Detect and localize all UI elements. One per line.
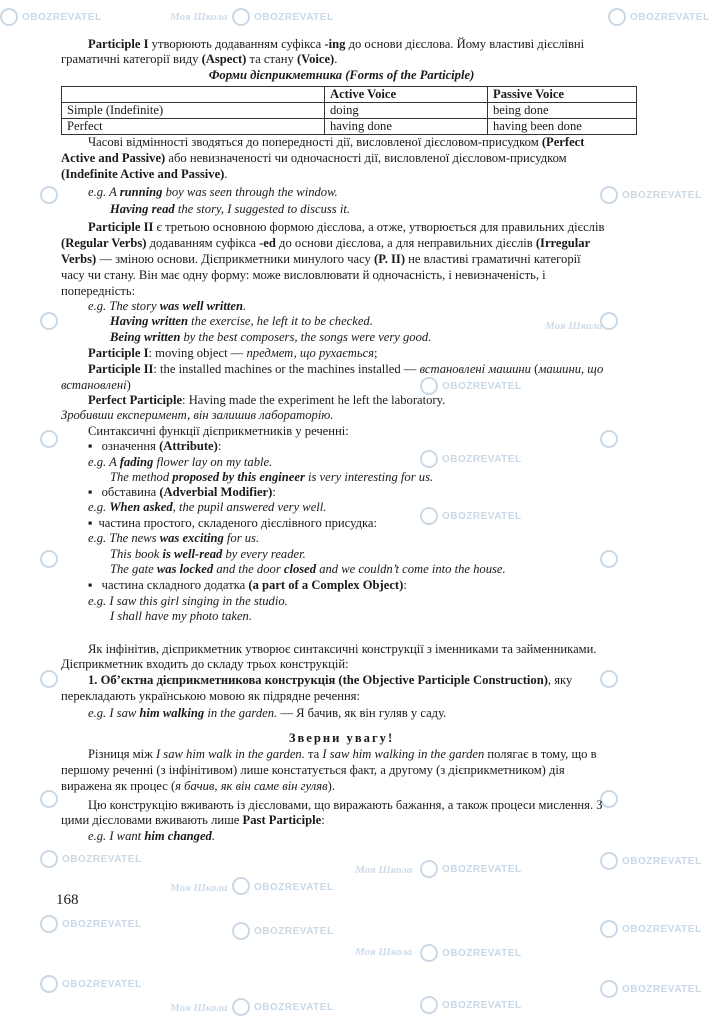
text: e.g. The story [88,299,160,313]
functions-intro: Синтаксичні функції дієприкметників у реченні: [88,424,349,438]
table-cell: having been done [488,119,637,135]
term: (Regular Verbs) [61,236,147,250]
text: утворюють додаванням суфікса [148,37,325,51]
highlight: Having written [110,314,189,328]
watermark-logo-icon [40,186,58,204]
example-line [88,530,259,546]
text: and we couldn’t come into the house. [316,562,506,576]
watermark-brand: OBOZREVATEL [442,381,522,392]
para2-line2 [61,150,567,166]
text: , the pupil answered very well. [172,500,327,514]
text: до основи дієслова, а для неправильних дієслів [275,236,536,250]
example-line: e.g. I saw this girl singing in the studio. [88,594,288,608]
para1-line2 [61,51,337,67]
text: , яку [547,673,573,687]
translation: встановлені машини [419,362,531,376]
text: : [403,578,407,592]
function-predicate: ▪ частина простого, складеного дієслівного присудка: [88,515,377,531]
term: Perfect Participle [88,393,183,407]
watermark-brand: OBOZREVATEL [254,926,334,937]
text: This book [110,547,163,561]
highlight: proposed by this engineer [172,470,305,484]
term: (Perfect [541,135,585,149]
watermark-brand: OBOZREVATEL [62,979,142,990]
text: . [224,167,228,181]
watermark-brand: OBOZREVATEL [622,190,702,201]
watermark-logo-icon [600,920,618,938]
text: e.g. I saw [88,706,140,720]
term: Participle II [88,220,154,234]
watermark-brand: OBOZREVATEL [442,948,522,959]
watermark-brand: OBOZREVATEL [442,454,522,465]
watermark-brand: OBOZREVATEL [254,882,334,893]
translation: я бачив, як він саме він гуляв [175,779,328,793]
highlight: him walking [139,706,205,720]
highlight: Being written [110,330,181,344]
text: та стану [246,52,297,66]
watermark-brand: OBOZREVATEL [442,1000,522,1011]
notice-title: Зверни увагу! [288,731,395,745]
example-line [88,298,246,314]
text: додаванням суфікса [146,236,260,250]
function-complex-object [88,577,407,593]
closing-example [88,828,215,844]
table-cell: having done [325,119,488,135]
watermark-logo-icon [40,850,58,868]
watermark-logo-icon [600,186,618,204]
suffix-ed: -ed [259,236,276,250]
table-cell: Perfect [62,119,325,135]
notice-line3 [61,778,335,794]
highlight: was exciting [159,531,224,545]
watermark-logo-icon [420,860,438,878]
table-title: Форми дієприкметника (Forms of the Participle) [208,68,475,82]
watermark-logo-icon [420,996,438,1014]
watermark-logo-icon [420,507,438,525]
watermark-logo-icon [608,8,626,26]
watermark-school: Моя Школа [170,882,228,894]
watermark-logo-icon [40,670,58,688]
watermark-brand: OBOZREVATEL [442,864,522,875]
notice-line1 [88,746,597,762]
highlight: closed [283,562,317,576]
watermark-brand: OBOZREVATEL [630,12,710,23]
text: ; [374,346,378,360]
para3-line3 [61,251,581,267]
watermark-logo-icon [600,852,618,870]
para3-line2 [61,235,590,251]
text: частина складного додатка [101,578,249,592]
watermark-logo-icon [600,790,618,808]
watermark-brand: OBOZREVATEL [622,924,702,935]
table-row [62,103,637,119]
watermark-logo-icon [600,430,618,448]
text: . [334,52,338,66]
term: (Adverbial Modifier) [159,485,273,499]
watermark-brand: OBOZREVATEL [622,984,702,995]
text: до основи дієслова. Йому властиві дієслівні [345,37,585,51]
closing-line2 [61,812,325,828]
watermark-school: Моя Школа [355,864,413,876]
text: не властиві граматичні категорії [405,252,581,266]
watermark-logo-icon [40,915,58,933]
participle-i-term: Participle I [88,37,149,51]
watermark-logo-icon [40,312,58,330]
highlight: Having read [110,202,175,216]
translation: встановлені [61,378,127,392]
closing-line1: Цю конструкцію вживають із дієсловами, що виражають бажання, а також процеси мислення. З [88,798,603,812]
text: ( [530,362,539,376]
example: I saw him walk in the garden. [155,747,305,761]
table-header-row [62,87,637,103]
translation: предмет, що рухається [246,346,375,360]
highlight: running [119,185,163,199]
text: або невизначеності чи одночасності дії, висловленої дієсловом-присудком [165,151,567,165]
watermark-logo-icon [40,430,58,448]
aspect-term: (Aspect) [201,52,247,66]
construction-1-heading [88,672,572,688]
text: and the door [213,562,284,576]
text: e.g. I want [88,829,145,843]
watermark-logo-icon [40,975,58,993]
text: — зміною основи. Дієприкметники минулого часу [96,252,374,266]
text: : [272,485,276,499]
translation: машини, що [538,362,604,376]
watermark-brand: OBOZREVATEL [254,12,334,23]
term: (P. II) [374,252,406,266]
text: означення [101,439,160,453]
example-line: I shall have my photo taken. [110,609,252,623]
function-adverbial [88,484,276,500]
watermark-logo-icon [420,944,438,962]
highlight: is well-read [162,547,223,561]
watermark-brand: OBOZREVATEL [22,12,102,23]
constructions-line2: Дієприкметник входить до складу трьох конструкцій: [61,657,349,671]
example-line [88,184,338,200]
table-row [62,119,637,135]
highlight: was locked [156,562,214,576]
watermark-logo-icon [40,790,58,808]
para1-line1 [88,36,584,52]
term: 1. Об’єктна дієприкметникова конструкція (the Objective Participle Construction) [88,673,548,687]
watermark-logo-icon [232,998,250,1016]
watermark-logo-icon [600,670,618,688]
para3-line1 [88,219,604,235]
header-cell [62,87,325,103]
watermark-logo-icon [232,877,250,895]
text: : [217,439,222,453]
participle-ii-example-cont [61,377,131,393]
notice-line2: першому реченні (з інфінітивом) лише констатується факт, а другому (з дієприкметником) дія [61,763,565,777]
text: The gate [110,562,157,576]
text: : moving object — [148,346,247,360]
text: e.g. A [88,185,120,199]
watermark-school: Моя Школа [170,11,228,23]
text: полягає в тому, що в [484,747,597,761]
watermark-logo-icon [600,312,618,330]
header-cell: Passive Voice [488,87,637,103]
text: виражена як процес ( [61,779,176,793]
watermark-logo-icon [600,980,618,998]
table-cell: Simple (Indefinite) [62,103,325,119]
watermark-brand: OBOZREVATEL [254,1002,334,1013]
text: . [243,299,247,313]
example-line [110,329,431,345]
perfect-participle-example [88,392,445,408]
watermark-logo-icon [600,550,618,568]
text: обставина [101,485,160,499]
para3-line4: часу чи стану. Він має одну форму: може висловлювати й одночасність, і невизначеність, і [61,268,546,282]
example-line [110,561,506,577]
constructions-line1: Як інфінітив, дієприкметник утворює синтаксичні конструкції з іменниками та займенниками. [88,642,597,656]
watermark-brand: OBOZREVATEL [62,854,142,865]
example-line [110,469,433,485]
highlight: fading [119,455,154,469]
example-line [88,454,272,470]
watermark-school: Моя Школа [170,1002,228,1014]
watermark-brand: OBOZREVATEL [622,856,702,867]
text: Різниця між [88,747,156,761]
text: Часові відмінності зводяться до попередності дії, висловленої дієсловом-присудком [88,135,542,149]
text: : the installed machines or the machines installed — [153,362,420,376]
text: e.g. A [88,455,120,469]
participle-forms-table [61,86,637,135]
page-number: 168 [56,892,79,908]
text: is very interesting for us. [304,470,434,484]
text: цими дієсловами вживають лише [61,813,243,827]
perfect-participle-translation: Зробивши експеримент, він залишив лабораторію. [61,408,334,422]
translation: — Я бачив, як він гуляв у саду. [277,706,447,720]
watermark-school: Моя Школа [355,946,413,958]
table-cell: being done [488,103,637,119]
watermark-logo-icon [232,922,250,940]
construction-1-example [88,705,446,721]
example: I saw him walking in the garden [322,747,485,761]
watermark-logo-icon [0,8,18,26]
text: граматичні категорії виду [61,52,202,66]
text: : Having made the experiment he left the laboratory. [182,393,446,407]
term: (Irregular [535,236,591,250]
watermark-school: Моя Школа [545,320,603,332]
example-line [110,313,373,329]
para2-line3 [61,166,228,182]
text: ) [126,378,131,392]
watermark-logo-icon [420,450,438,468]
participle-i-example [88,345,378,361]
highlight: When asked [109,500,173,514]
para2-line1 [88,134,584,150]
highlight: him changed [144,829,212,843]
voice-term: (Voice) [296,52,335,66]
text: The method [110,470,173,484]
table-cell: doing [325,103,488,119]
term: (a part of a Complex Object) [248,578,404,592]
example-line [110,546,306,562]
term: Past Participle [242,813,322,827]
function-attribute [88,438,221,454]
text: the exercise, he left it to be checked. [188,314,373,328]
text: boy was seen through the window. [162,185,338,199]
text: : [321,813,325,827]
text: by every reader. [222,547,306,561]
text: є третьою основною формою дієслова, а отже, утворюється для правильних дієслів [153,220,605,234]
term: (Attribute) [159,439,218,453]
text: e.g. [88,500,110,514]
text: e.g. The news [88,531,160,545]
watermark-logo-icon [40,550,58,568]
para3-line5: попередність: [61,284,136,298]
example-line [88,499,326,515]
term: Participle II [88,362,154,376]
text: in the garden. [204,706,278,720]
suffix-ing: -ing [324,37,346,51]
term: Verbs) [61,252,97,266]
construction-1-line2: перекладають українською мовою як підрядне речення: [61,689,360,703]
header-cell: Active Voice [325,87,488,103]
text: ). [327,779,335,793]
text: for us. [223,531,260,545]
example-line [110,201,350,217]
highlight: was well written [159,299,243,313]
text: та [304,747,323,761]
participle-ii-example [88,361,603,377]
text: by the best composers, the songs were very good. [180,330,432,344]
term: Active and Passive) [61,151,166,165]
text: the story, I suggested to discuss it. [174,202,350,216]
text: flower lay on my table. [153,455,273,469]
term: (Indefinite Active and Passive) [61,167,225,181]
watermark-logo-icon [232,8,250,26]
text: . [211,829,216,843]
watermark-brand: OBOZREVATEL [62,919,142,930]
watermark-brand: OBOZREVATEL [442,511,522,522]
term: Participle I [88,346,149,360]
